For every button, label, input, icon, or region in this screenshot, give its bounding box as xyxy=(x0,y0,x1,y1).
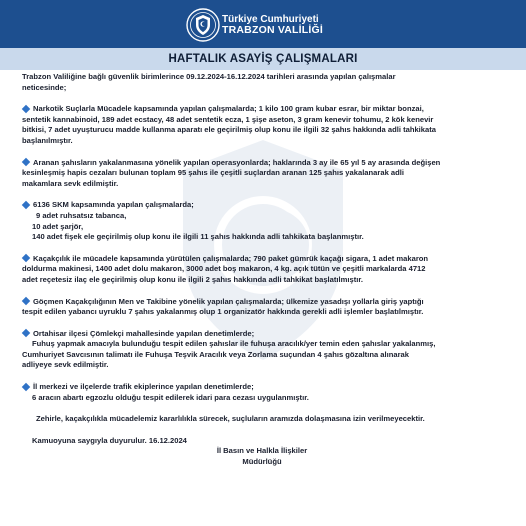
skm-item-1: 9 adet ruhsatsız tabanca, xyxy=(36,210,127,220)
migrant-line-1 xyxy=(22,297,502,308)
org-line-1: Türkiye Cumhuriyeti xyxy=(222,14,319,25)
migrant-line-2: tespit edilen yabancı uyruklu 7 şahıs yakalanmış olup 1 organizatör hakkında gerekli adli işlemler başlatılmıştır. xyxy=(22,307,424,317)
ortahisar-lead xyxy=(22,329,502,340)
smuggling-text-1: Kaçakçılık ile mücadele kapsamında yürütülen çalışmalarda; 790 paket gümrük kaçağı sigara, 1 adet makaron xyxy=(33,253,429,263)
smuggling-line-1 xyxy=(22,254,502,265)
narcotics-line-1 xyxy=(22,104,502,115)
skm-lead xyxy=(22,200,502,211)
traffic-lead-text: İl merkezi ve ilçelerde trafik ekiplerince yapılan denetimlerde; xyxy=(33,382,254,392)
narcotics-line-2: sentetik kannabinoid, 189 adet ecstacy, 48 adet sentetik ecza, 1 şişe aseton, 3 gram kenevir tohumu, 2 kök kenevir xyxy=(22,114,434,124)
skm-lead-text: 6136 SKM kapsamında yapılan çalışmalarda; xyxy=(33,200,194,210)
narcotics-text-1: Narkotik Suçlarla Mücadele kapsamında yapılan çalışmalarda; 1 kilo 100 gram kubar esrar, bir miktar bonzai, xyxy=(33,104,424,114)
signature-line-2: Müdürlüğü xyxy=(242,457,282,467)
bullet-diamond-icon xyxy=(22,104,30,112)
wanted-text-1: Aranan şahısların yakalanmasına yönelik yapılan operasyonlarda; haklarında 3 ay ile 65 yıl 5 ay arasında değişen xyxy=(33,157,441,167)
ortahisar-lead-text: Ortahisar ilçesi Çömlekçi mahallesinde yapılan denetimlerde; xyxy=(33,328,255,338)
intro-line-1: Trabzon Valiliğine bağlı güvenlik birimlerince 09.12.2024-16.12.2024 tarihleri arasında yapılan çalışmalar xyxy=(22,72,396,81)
wanted-line-2: kesinleşmiş hapis cezaları bulunan toplam 95 şahıs ile çeşitli suçlardan aranan 125 şahıs yakalanarak adli xyxy=(22,168,404,178)
traffic-lead xyxy=(22,382,502,393)
org-line-2: TRABZON VALİLİĞİ xyxy=(222,24,323,36)
wanted-line-3: makamlara sevk edilmiştir. xyxy=(22,178,119,188)
signature-line-1: İl Basın ve Halkla İlişkiler xyxy=(216,446,308,456)
bullet-diamond-icon xyxy=(22,254,30,262)
wanted-line-1 xyxy=(22,158,502,169)
bullet-diamond-icon xyxy=(22,329,30,337)
smuggling-line-3: adet reçetesiz ilaç ele geçirilmiş olup konu ile ilgili 2 şahıs hakkında adli tahkikat başlatılmıştır. xyxy=(22,274,364,284)
organization-name xyxy=(222,14,323,36)
ortahisar-line-3: adliyeye sevk edilmiştir. xyxy=(22,360,109,370)
intro-line-2: neticesinde; xyxy=(22,82,67,92)
bullet-diamond-icon xyxy=(22,201,30,209)
narcotics-line-4: başlanılmıştır. xyxy=(22,135,73,145)
announcement: Kamuoyuna saygıyla duyurulur. 16.12.2024 xyxy=(32,435,187,445)
bullet-diamond-icon xyxy=(22,382,30,390)
traffic-line: 6 aracın abartı egzozlu olduğu tespit edilerek idari para cezası uygulanmıştır. xyxy=(32,392,309,402)
skm-item-3: 140 adet fişek ele geçirilmiş olup konu ile ilgili 11 şahıs hakkında adli tahkikata başlanmıştır. xyxy=(32,232,364,242)
ortahisar-line-2: Cumhuriyet Savcısının talimatı ile Fuhuşa Teşvik Aracılık veya Zorlama suçundan 4 şahıs gözaltına alınarak xyxy=(22,349,409,359)
bullet-diamond-icon xyxy=(22,158,30,166)
bullet-diamond-icon xyxy=(22,297,30,305)
document-body xyxy=(22,72,502,468)
ortahisar-line-1: Fuhuş yapmak amacıyla bulunduğu tespit edilen şahıslar ile fuhuşa aracılık/yer temin eden şahıslar yakalanmış, xyxy=(32,339,436,349)
document-title: HAFTALIK ASAYİŞ ÇALIŞMALARI xyxy=(0,48,526,70)
police-badge-icon xyxy=(186,8,220,42)
header-bar xyxy=(0,0,526,48)
skm-item-2: 10 adet şarjör, xyxy=(32,221,84,231)
smuggling-line-2: doldurma makinesi, 1400 adet dolu makaron, 3000 adet boş makaron, 4 kg. açık tütün ve çeşitli markalarda 4712 xyxy=(22,264,426,274)
narcotics-line-3: bitkisi, 7 adet uyuşturucu madde kullanma aparatı ele geçirilmiş olup konu ile ilgili 32 şahıs hakkında adli tahkikata xyxy=(22,125,436,135)
closing-statement: Zehirle, kaçakçılıkla mücadelemiz kararlılıkla sürecek, suçluların aramızda dolaşmasına izin verilmeyecektir. xyxy=(36,414,425,424)
migrant-text-1: Göçmen Kaçakçılığının Men ve Takibine yönelik yapılan çalışmalarda; ülkemize yasadışı yollarla giriş yaptığı xyxy=(33,296,424,306)
